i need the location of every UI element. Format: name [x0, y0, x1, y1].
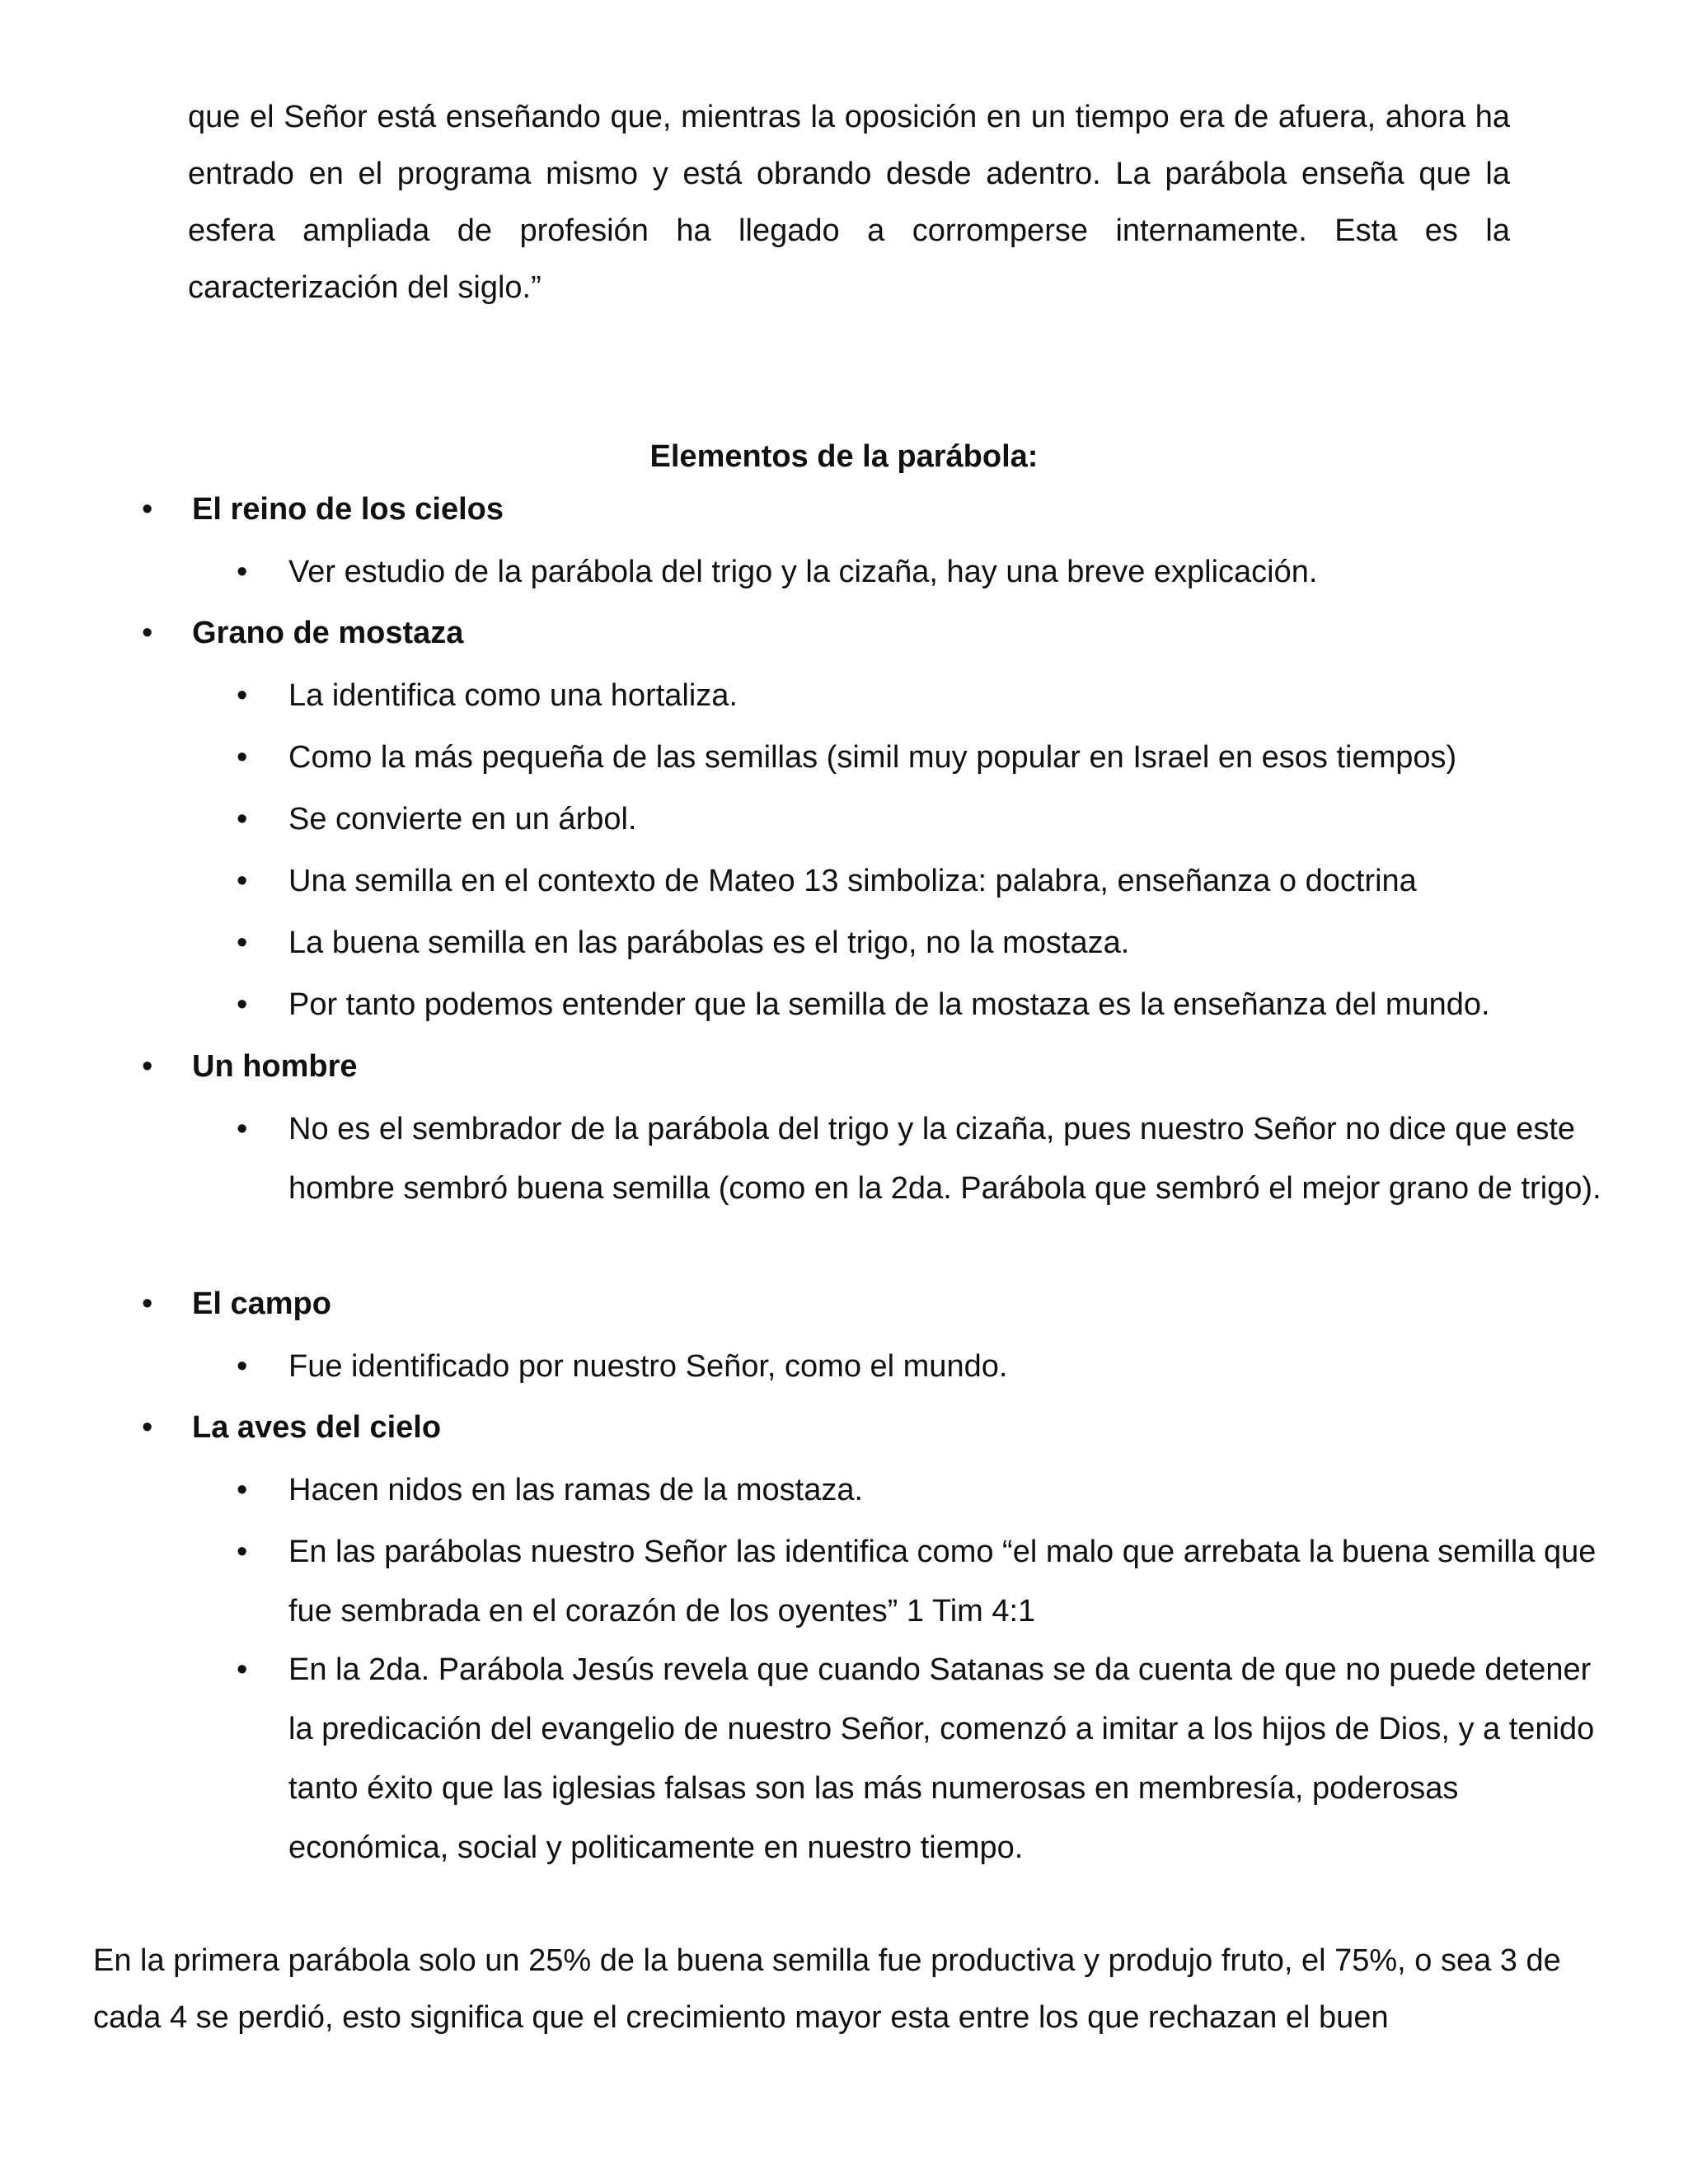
- quote-text: que el Señor está enseñando que, mientras la oposición en un tiempo era de afuera, ahora ha entrado en el programa mismo y está obrando desde adentro. La parábola enseña que la esfera ampliada de profesión ha llegado a corromperse internamente. Esta es la caracterización del siglo.”: [188, 100, 1510, 305]
- bullet-glyph: •: [237, 802, 248, 837]
- closing-text: En la primera parábola solo un 25% de la buena semilla fue productiva y produjo fruto, el 75%, o sea 3 de cada 4 se perdió, esto significa que el crecimiento mayor esta entre los que rechazan el buen: [93, 1943, 1561, 2035]
- list-item: La identifica como una hortaliza.: [288, 678, 738, 713]
- bullet-glyph: •: [237, 555, 248, 589]
- list-item-campo-title: El campo: [192, 1286, 331, 1321]
- list-item-aves-title: La aves del cielo: [192, 1410, 442, 1445]
- bullet-glyph: •: [237, 678, 248, 713]
- list-item-grano-title: Grano de mostaza: [192, 616, 464, 650]
- bullet-glyph: •: [237, 740, 248, 775]
- list-item: En la 2da. Parábola Jesús revela que cuando Satanas se da cuenta de que no puede detener la predicación del evangelio de nuestro Señor, comenzó a imitar a los hijos de Dios, y a tenido tanto éxito que las iglesias falsas son las más numerosas en membresía, poderosas económica, social y politicamente en nuestro tiempo.: [288, 1652, 1595, 1865]
- list-item: Hacen nidos en las ramas de la mostaza.: [288, 1473, 864, 1507]
- bullet-glyph: •: [142, 616, 153, 650]
- list-item: Por tanto podemos entender que la semilla de la mostaza es la enseñanza del mundo.: [288, 987, 1490, 1022]
- bullet-glyph: •: [237, 1473, 248, 1507]
- bullet-glyph: •: [142, 1286, 153, 1321]
- list-item: Ver estudio de la parábola del trigo y la cizaña, hay una breve explicación.: [288, 555, 1318, 589]
- bullet-glyph: •: [237, 987, 248, 1022]
- closing-paragraph: [93, 1933, 1577, 2046]
- bullet-glyph: •: [237, 864, 248, 898]
- section-heading: Elementos de la parábola:: [649, 439, 1039, 474]
- list-item: La buena semilla en las parábolas es el trigo, no la mostaza.: [288, 926, 1130, 960]
- list-item: Una semilla en el contexto de Mateo 13 simboliza: palabra, enseñanza o doctrina: [288, 864, 1417, 898]
- bullet-glyph: •: [237, 1349, 248, 1384]
- bullet-glyph: •: [142, 1049, 153, 1084]
- quote-paragraph: [188, 89, 1510, 316]
- list-item-reino-title: El reino de los cielos: [192, 492, 504, 527]
- list-item: Fue identificado por nuestro Señor, como el mundo.: [288, 1349, 1008, 1384]
- list-item: No es el sembrador de la parábola del trigo y la cizaña, pues nuestro Señor no dice que este hombre sembró buena semilla (como en la 2da. Parábola que sembró el mejor grano de trigo).: [288, 1112, 1601, 1206]
- bullet-glyph: •: [237, 1652, 248, 1687]
- bullet-glyph: •: [237, 1535, 248, 1569]
- bullet-glyph: •: [142, 492, 153, 527]
- list-item: En las parábolas nuestro Señor las identifica como “el malo que arrebata la buena semilla que fue sembrada en el corazón de los oyentes” 1 Tim 4:1: [288, 1535, 1597, 1629]
- list-item: Se convierte en un árbol.: [288, 802, 637, 837]
- bullet-glyph: •: [237, 926, 248, 960]
- list-item-hombre-title: Un hombre: [192, 1049, 358, 1084]
- bullet-glyph: •: [237, 1112, 248, 1146]
- list-item: Como la más pequeña de las semillas (simil muy popular en Israel en esos tiempos): [288, 740, 1457, 775]
- bullet-glyph: •: [142, 1410, 153, 1445]
